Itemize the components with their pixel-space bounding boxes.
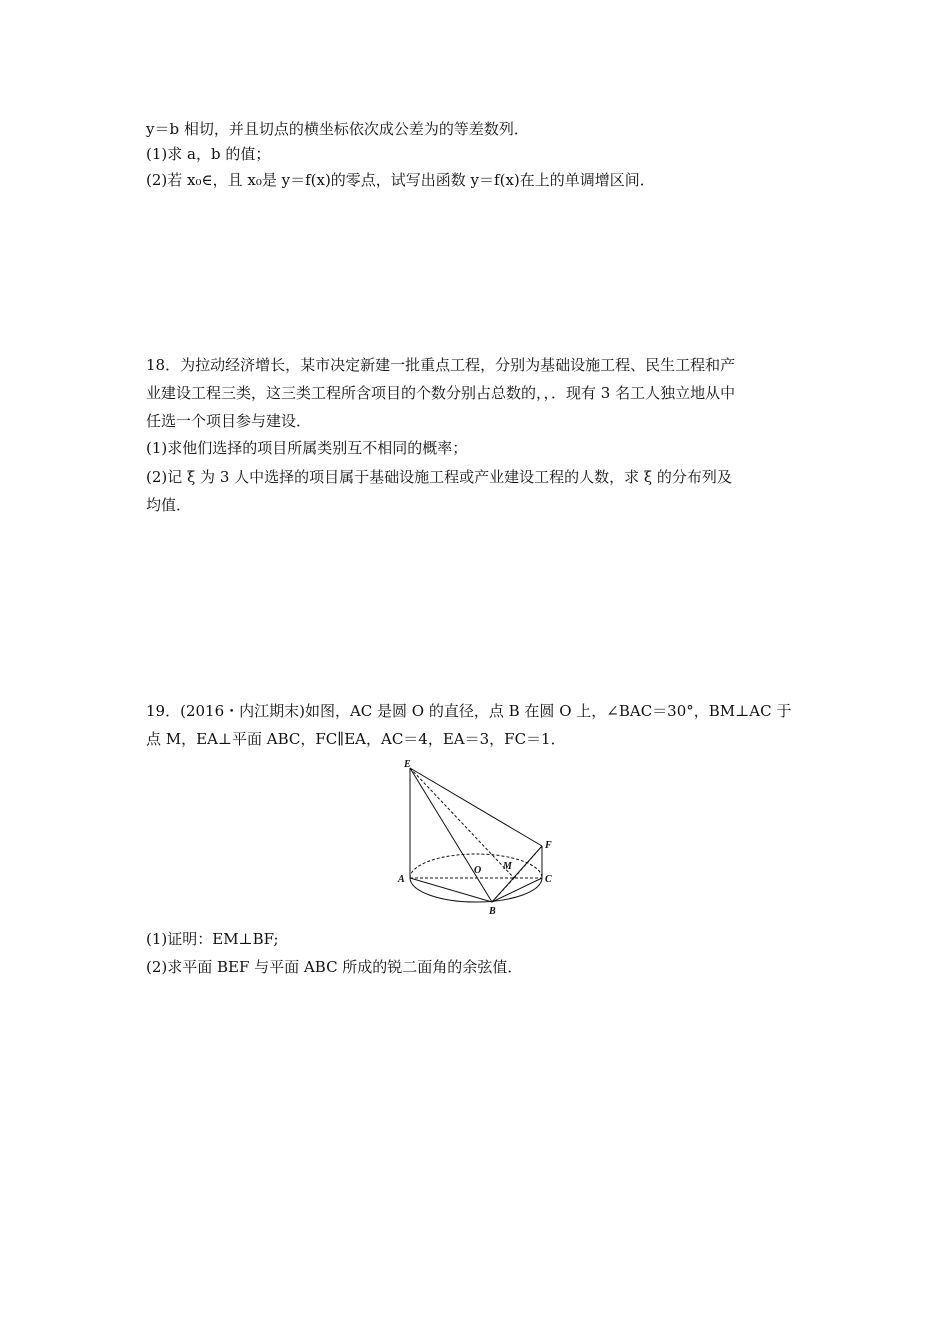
q17-part1: (1)求 a，b 的值； bbox=[146, 145, 271, 163]
q19-line2: 点 M，EA⊥平面 ABC，FC∥EA，AC＝4，EA＝3，FC＝1． bbox=[146, 730, 566, 748]
label-C: C bbox=[545, 874, 552, 885]
q18-part1: (1)求他们选择的项目所属类别互不相同的概率； bbox=[146, 439, 468, 457]
label-B: B bbox=[489, 906, 496, 917]
label-E: E bbox=[404, 759, 411, 770]
label-O: O bbox=[474, 865, 482, 876]
edge-EF bbox=[410, 768, 542, 846]
edge-FM bbox=[514, 846, 542, 878]
edge-EM bbox=[410, 768, 514, 878]
label-F: F bbox=[545, 840, 552, 851]
q18-line2: 业建设工程三类，这三类工程所含项目的个数分别占总数的，，．现有 3 名工人独立地从中 bbox=[146, 384, 736, 402]
q18-line3: 任选一个项目参与建设． bbox=[146, 412, 312, 430]
q18-line1: 18．为拉动经济增长，某市决定新建一批重点工程，分别为基础设施工程、民生工程和产 bbox=[146, 356, 736, 374]
edge-BC bbox=[492, 878, 542, 902]
q19-line1: 19．(2016・内江期末)如图，AC 是圆 O 的直径，点 B 在圆 O 上，∠BAC＝30°，BM⊥AC 于 bbox=[146, 702, 792, 720]
label-M: M bbox=[503, 861, 512, 872]
q17-part2: (2)若 x₀∈，且 x₀是 y＝f(x)的零点，试写出函数 y＝f(x)在上的单调增区间． bbox=[146, 171, 655, 189]
q18-part2b: 均值． bbox=[146, 496, 192, 514]
geometry-figure bbox=[390, 758, 560, 918]
base-ellipse-front bbox=[410, 878, 542, 902]
q19-part2: (2)求平面 BEF 与平面 ABC 所成的锐二面角的余弦值． bbox=[146, 958, 523, 976]
label-A: A bbox=[398, 874, 405, 885]
q17-line1: y＝b 相切，并且切点的横坐标依次成公差为的等差数列． bbox=[146, 120, 529, 138]
q18-part2a: (2)记 ξ 为 3 人中选择的项目属于基础设施工程或产业建设工程的人数，求 ξ 的分布列及 bbox=[146, 468, 732, 486]
q19-part1: (1)证明：EM⊥BF; bbox=[146, 930, 279, 948]
